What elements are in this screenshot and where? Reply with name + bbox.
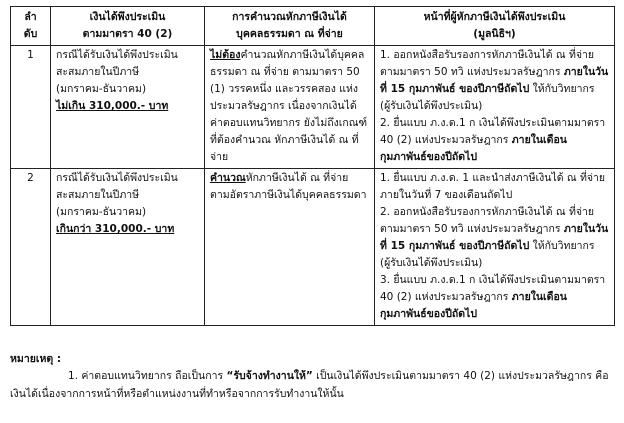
income-line1: กรณีได้รับเงินได้พึงประเมิน — [56, 172, 178, 184]
duty-item — [380, 47, 609, 115]
duty-item — [380, 170, 609, 204]
calc-lead: ไม่ต้อง — [210, 49, 241, 61]
header-no-line2: ดับ — [23, 28, 38, 40]
income-line3: (มกราคม-ธันวาคม) — [56, 83, 147, 95]
header-duty — [375, 7, 615, 46]
duty-item-text: 1. ออกหนังสือรับรองการหักภาษีเงินได้ ณ ที่จ่าย ตามมาตรา 50 ทวิ แห่งประมวลรัษฎากร — [380, 49, 595, 78]
header-calc — [205, 7, 375, 46]
tax-table — [10, 6, 615, 326]
income-amount: เกินกว่า 310,000.- บาท — [56, 223, 175, 235]
row-income — [51, 46, 205, 169]
notes-heading: หมายเหตุ : — [10, 353, 62, 365]
row-no: 2 — [11, 169, 51, 326]
income-line2: สะสมภายในปีภาษี — [56, 66, 140, 78]
header-income-line1: เงินได้พึงประเมิน — [89, 11, 166, 23]
duty-item-deadline: ภายในวันที่ 15 กุมภาพันธ์ ของปีภาษีถัดไป — [380, 66, 609, 95]
row-no: 1 — [11, 46, 51, 169]
notes-quote: “รับจ้างทำงานให้” — [226, 370, 313, 383]
income-line1: กรณีได้รับเงินได้พึงประเมิน — [56, 49, 178, 61]
notes-paragraph — [10, 368, 614, 403]
calc-text: คำนวณหักภาษีเงินได้บุคคลธรรมดา ณ ที่จ่าย ตามมาตรา 50 (1) วรรคหนึ่ง และวรรคสอง แห่งประมวลรัษฎากร เนื่องจากเงินได้ค่าตอบแทนวิทยากร ยังไม่ถึงเกณฑ์ที่ต้องคำนวณ หักภาษีเงินได้ ณ ที่จ่าย — [210, 49, 368, 163]
duty-item — [380, 115, 609, 166]
header-duty-line2: (มูลนิธิฯ) — [473, 28, 516, 40]
header-income — [51, 7, 205, 46]
duty-item-deadline: ภายในเดือนกุมภาพันธ์ของปีถัดไป — [380, 291, 567, 320]
duty-item-text: 3. ยื่นแบบ ภ.ง.ด.1 ก เงินได้พึงประเมินตามมาตรา 40 (2) แห่งประมวลรัษฎากร — [380, 274, 606, 303]
row-calc — [205, 46, 375, 169]
table-row — [11, 169, 615, 326]
row-income — [51, 169, 205, 326]
income-amount: ไม่เกิน 310,000.- บาท — [56, 100, 169, 112]
income-line3: (มกราคม-ธันวาคม) — [56, 206, 147, 218]
header-calc-line2: บุคคลธรรมดา ณ ที่จ่าย — [236, 28, 343, 40]
row-duty — [375, 46, 615, 169]
duty-item-deadline: ภายในวันที่ 15 กุมภาพันธ์ ของปีภาษีถัดไป — [380, 223, 609, 252]
header-duty-line1: หน้าที่ผู้หักภาษีเงินได้พึงประเมิน — [423, 11, 566, 23]
duty-item — [380, 204, 609, 272]
header-calc-line1: การคำนวณหักภาษีเงินได้ — [232, 11, 347, 23]
header-no-line1: ลำ — [24, 11, 37, 23]
duty-item-text-end: ให้กับวิทยากร (ผู้รับเงินได้พึงประเมิน) — [380, 240, 595, 269]
header-no — [11, 7, 51, 46]
row-duty — [375, 169, 615, 326]
duty-item-text-end: ให้กับวิทยากร (ผู้รับเงินได้พึงประเมิน) — [380, 83, 595, 112]
notes-text-end: เป็นเงินได้พึงประเมินตามมาตรา 40 (2) แห่งประมวลรัษฎากร คือ เงินได้เนื่องจากการหน้าที่หรือตำแหน่งงานที่ทำหรือจากการรับทำงานให้นั้น — [10, 370, 609, 400]
calc-lead: คำนวณ — [210, 172, 246, 184]
notes-section — [10, 351, 614, 403]
notes-text: 1. ค่าตอบแทนวิทยากร ถือเป็นการ — [68, 370, 227, 383]
table-row — [11, 46, 615, 169]
calc-text: หักภาษีเงินได้ ณ ที่จ่าย ตามอัตราภาษีเงินได้บุคคลธรรมดา — [210, 172, 367, 201]
header-income-line2: ตามมาตรา 40 (2) — [82, 28, 173, 40]
income-line2: สะสมภายในปีภาษี — [56, 189, 140, 201]
duty-item-text: 2. ยื่นแบบ ภ.ง.ด.1 ก เงินได้พึงประเมินตามมาตรา 40 (2) แห่งประมวลรัษฎากร — [380, 117, 606, 146]
duty-item — [380, 272, 609, 323]
duty-item-deadline: ภายในเดือนกุมภาพันธ์ของปีถัดไป — [380, 134, 567, 163]
duty-item-text: 2. ออกหนังสือรับรองการหักภาษีเงินได้ ณ ที่จ่าย ตามมาตรา 50 ทวิ แห่งประมวลรัษฎากร — [380, 206, 595, 235]
table-header-row — [11, 7, 615, 46]
duty-item-text: 1. ยื่นแบบ ภ.ง.ด. 1 และนำส่งภาษีเงินได้ ณ ที่จ่าย ภายในวันที่ 7 ของเดือนถัดไป — [380, 172, 606, 201]
row-calc — [205, 169, 375, 326]
